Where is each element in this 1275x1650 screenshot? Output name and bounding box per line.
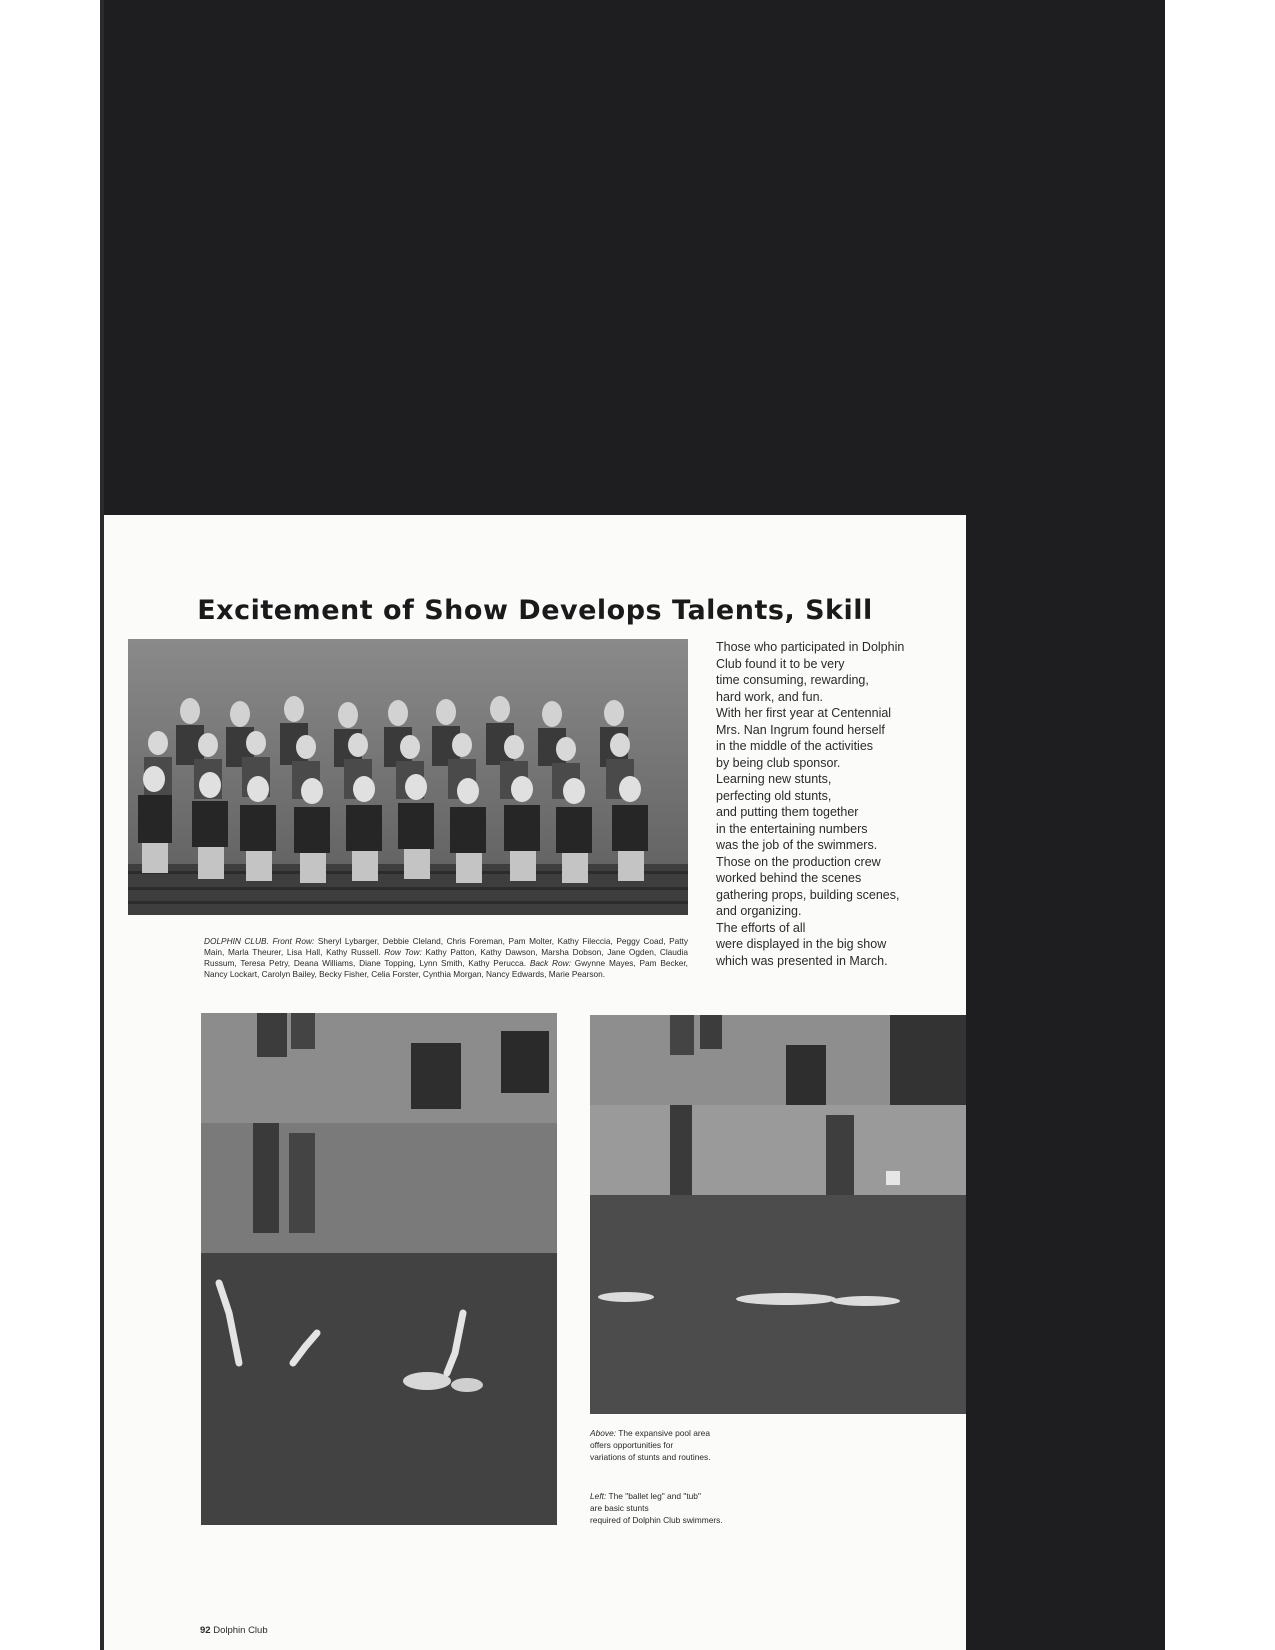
body-text-line: gathering props, building scenes, — [716, 887, 900, 902]
caption-lead-label: Above: — [590, 1428, 617, 1438]
caption-text: offers opportunities for — [590, 1440, 674, 1450]
caption-line — [590, 1451, 810, 1463]
caption-line — [590, 1427, 810, 1439]
body-text-line: by being club sponsor. — [716, 755, 841, 770]
back-row-label: Back Row: — [529, 957, 571, 968]
left-photo-caption — [590, 1490, 810, 1526]
second-row-label: Row Tow: — [384, 947, 422, 958]
pool-stunt-image — [201, 1013, 557, 1525]
group-photo-caption — [204, 936, 688, 979]
caption-line — [590, 1490, 810, 1502]
caption-line — [590, 1514, 810, 1526]
body-text-line: With her first year at Centennial — [716, 706, 892, 720]
pool-area-photo — [590, 1015, 966, 1414]
body-text-line: worked behind the scenes — [716, 871, 862, 885]
body-text-line: in the entertaining numbers — [716, 821, 868, 836]
above-photo-caption — [590, 1427, 810, 1463]
caption-text: are basic stunts — [590, 1503, 649, 1513]
body-text-line: were displayed in the big show — [716, 937, 887, 951]
caption-text: The "ballet leg" and "tub" — [608, 1491, 701, 1501]
yearbook-page — [104, 515, 966, 1650]
body-text-line: Those on the production crew — [716, 854, 881, 869]
body-text-line: Those who participated in Dolphin — [716, 640, 905, 654]
caption-line — [590, 1502, 810, 1514]
caption-text: required of Dolphin Club swimmers. — [590, 1515, 723, 1525]
body-text-line: and organizing. — [716, 904, 802, 918]
caption-line — [590, 1439, 810, 1451]
page-number: 92 — [200, 1625, 211, 1636]
body-text-line: in the middle of the activities — [716, 739, 874, 753]
caption-text: variations of stunts and routines. — [590, 1452, 711, 1462]
group-photo — [128, 639, 688, 915]
back-row-names: Gwynne Mayes, Pam Becker, Nancy Lockart, Carolyn Bailey, Becky Fisher, Celia Forster, Cynthia Morgan, Nancy Edwards, Marie Pearson. — [204, 957, 688, 979]
body-text-line: time consuming, rewarding, — [716, 673, 869, 687]
body-text-line: hard work, and fun. — [716, 689, 824, 704]
body-text-line: was the job of the swimmers. — [716, 838, 878, 852]
body-text-line: which was presented in March. — [716, 953, 888, 968]
body-text-line: Club found it to be very — [716, 656, 845, 671]
caption-text: The expansive pool area — [618, 1428, 710, 1438]
group-photo-image — [128, 639, 688, 915]
body-text-line: Mrs. Nan Ingrum found herself — [716, 722, 885, 737]
page-folio — [200, 1625, 268, 1636]
page-title: Excitement of Show Develops Talents, Skill — [197, 595, 873, 627]
caption-lead-label: Left: — [590, 1491, 607, 1501]
body-text-line: and putting them together — [716, 805, 859, 819]
front-row-names: Sheryl Lybarger, Debbie Cleland, Chris Foreman, Pam Molter, Kathy Fileccia, Peggy Coad, Patty Main, Marla Theurer, Lisa Hall, Kathy Russell. — [204, 936, 689, 958]
second-row-names: Kathy Patton, Kathy Dawson, Marsha Dobson, Jane Ogden, Claudia Russum, Teresa Petry, Deana Williams, Diane Topping, Lynn Smith, Kathy Perucca. — [204, 947, 688, 968]
body-text-line: Learning new stunts, — [716, 772, 832, 786]
body-text-line: perfecting old stunts, — [716, 788, 832, 803]
pool-area-image — [590, 1015, 966, 1414]
front-row-label: Front Row: — [272, 936, 315, 947]
body-text — [716, 639, 956, 969]
pool-stunt-photo — [201, 1013, 557, 1525]
caption-club-label: DOLPHIN CLUB. — [204, 936, 269, 947]
body-text-line: The efforts of all — [716, 920, 806, 935]
section-name: Dolphin Club — [213, 1625, 268, 1636]
